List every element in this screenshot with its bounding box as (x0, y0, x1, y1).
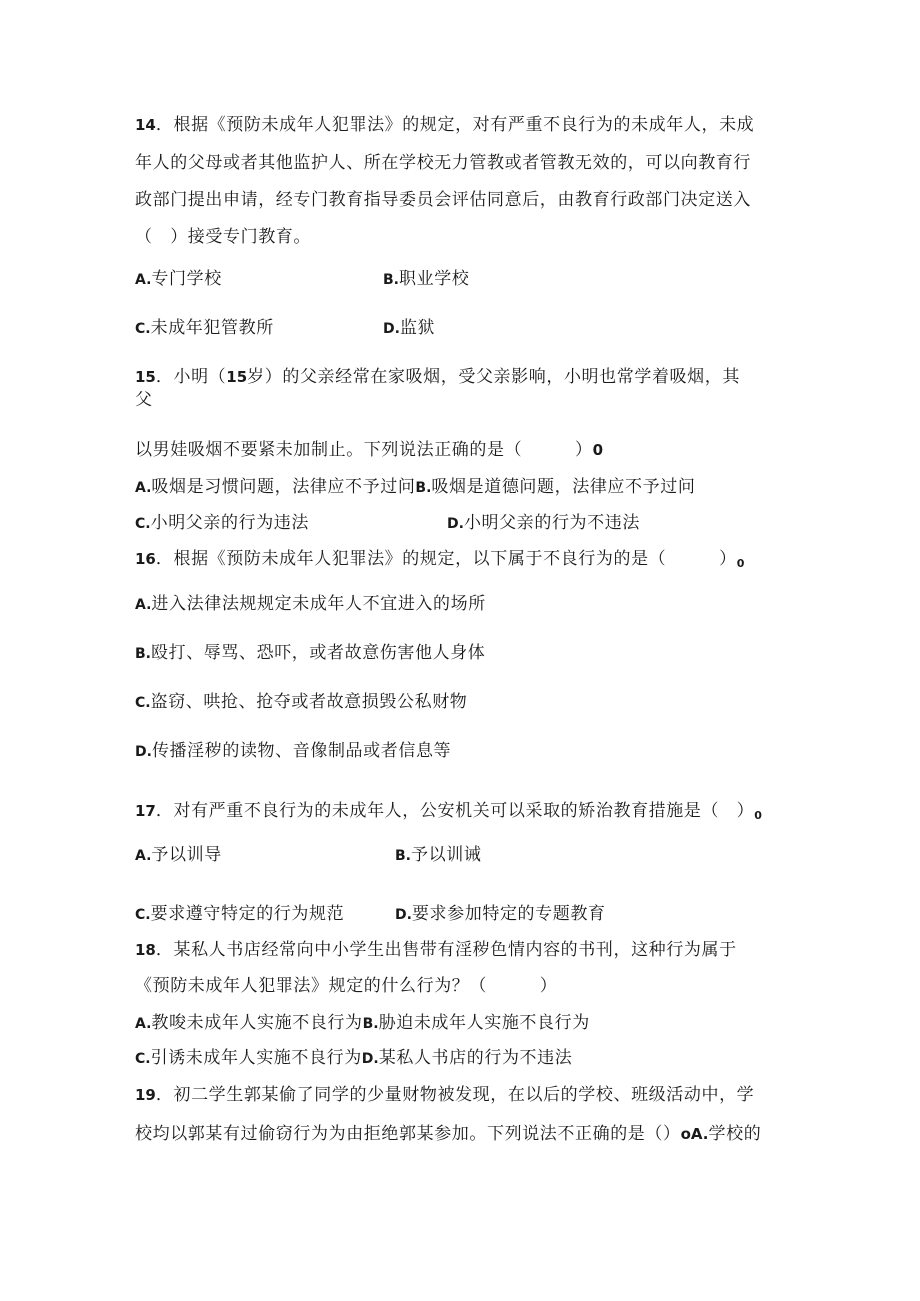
q19-number: 19 (135, 1086, 156, 1104)
q15-option-a: A.吸烟是习惯问题，法律应不予过问B.吸烟是道德问题，法律应不予过问 (135, 477, 696, 497)
q17-option-c: C.要求遵守特定的行为规范 (135, 904, 345, 924)
q14-stem-line-3: 政部门提出申请，经专门教育指导委员会评估同意后，由教育行政部门决定送入 (135, 190, 751, 210)
q14-option-c: C.未成年犯管教所 (135, 318, 274, 338)
q16-option-d: D.传播淫秽的读物、音像制品或者信息等 (135, 741, 452, 761)
q17-stem: 17．对有严重不良行为的未成年人，公安机关可以采取的矫治教育措施是（ ）$_0$ (135, 801, 762, 822)
q16-option-b: B.殴打、辱骂、恐吓，或者故意伤害他人身体 (135, 643, 486, 663)
q16-stem: 16．根据《预防未成年人犯罪法》的规定，以下属于不良行为的是（ ）$_0$ (135, 549, 745, 570)
q16-option-c: C.盗窃、哄抢、抢夺或者故意损毁公私财物 (135, 692, 468, 712)
q15-stem-line-2: 父 (135, 390, 153, 410)
q15-stem-line-3: 以男娃吸烟不要紧未加制止。下列说法正确的是（ ）0 (135, 440, 604, 460)
q15-stem-line-1: 15．小明（15岁）的父亲经常在家吸烟，受父亲影响，小明也常学着吸烟，其 (135, 367, 740, 387)
q15-option-c: C.小明父亲的行为违法 (135, 513, 309, 533)
q18-stem-line-2: 《预防未成年人犯罪法》规定的什么行为？（ ） (135, 976, 558, 996)
q17-option-d: D.要求参加特定的专题教育 (395, 904, 606, 924)
q17-option-a: A.予以训导 (135, 845, 222, 865)
q18-stem-line-1: 18．某私人书店经常向中小学生出售带有淫秽色情内容的书刊，这种行为属于 (135, 940, 737, 960)
q16-option-a: A.进入法律法规规定未成年人不宜进入的场所 (135, 594, 486, 614)
q17-number: 17 (135, 802, 156, 820)
q19-stem-line-1: 19．初二学生郭某偷了同学的少量财物被发现，在以后的学校、班级活动中，学 (135, 1085, 755, 1105)
q14-option-b: B.职业学校 (383, 269, 470, 289)
q18-number: 18 (135, 941, 156, 959)
q19-stem-line-2: 校均以郭某有过偷窃行为为由拒绝郭某参加。下列说法不正确的是（）oA.学校的 (135, 1124, 762, 1144)
q14-number: 14 (135, 116, 156, 134)
q14-option-d: D.监狱 (383, 318, 436, 338)
q14-stem-line-2: 年人的父母或者其他监护人、所在学校无力管教或者管教无效的，可以向教育行 (135, 153, 751, 173)
q18-option-c: C.引诱未成年人实施不良行为D.某私人书店的行为不违法 (135, 1048, 573, 1068)
q14-stem-line-1: 14．根据《预防未成年人犯罪法》的规定，对有严重不良行为的未成年人，未成 (135, 115, 755, 135)
q14-option-a: A.专门学校 (135, 269, 222, 289)
q16-number: 16 (135, 550, 156, 568)
q15-option-d: D.小明父亲的行为不违法 (447, 513, 640, 533)
q17-option-b: B.予以训诫 (395, 845, 482, 865)
q14-stem-line-4: （ ）接受专门教育。 (135, 227, 311, 247)
q15-number: 15 (135, 368, 156, 386)
q18-option-a: A.教唆未成年人实施不良行为B.胁迫未成年人实施不良行为 (135, 1013, 590, 1033)
